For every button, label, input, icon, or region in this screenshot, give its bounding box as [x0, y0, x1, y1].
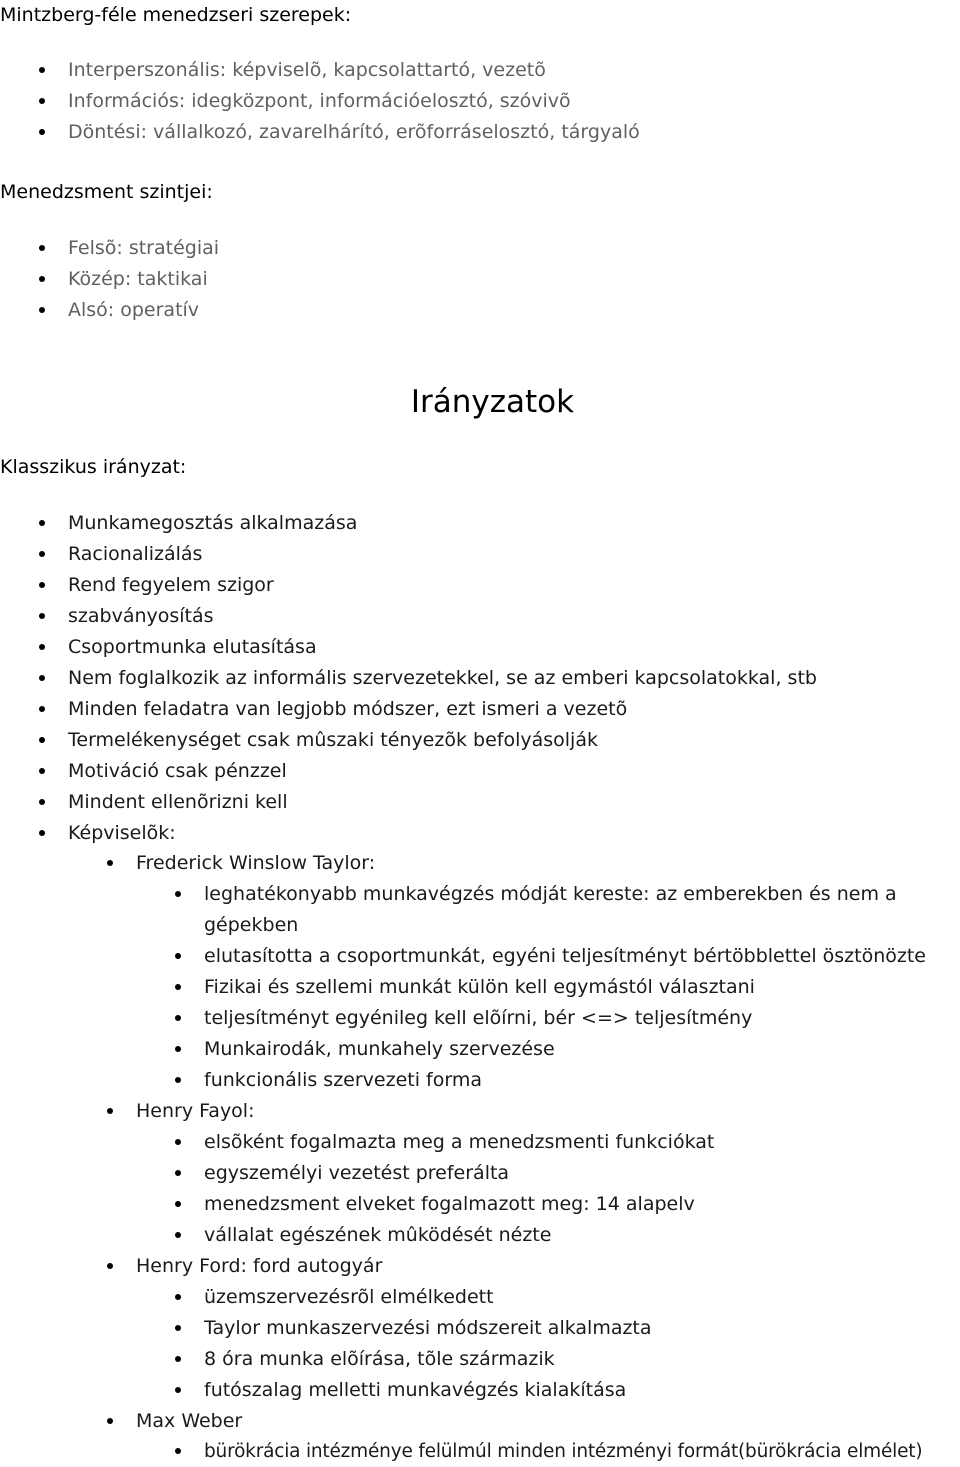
list-item: üzemszervezésrõl elmélkedett	[204, 1282, 652, 1313]
list-item: bürökrácia intézménye felülmúl minden intézményi formát(bürökrácia elmélet)	[204, 1436, 922, 1467]
taylor-list	[204, 879, 897, 910]
list-item-continuation: gépekben	[204, 914, 299, 936]
list-item: Minden feladatra van legjobb módszer, ezt ismeri a vezetõ	[68, 694, 817, 725]
list-item: Munkairodák, munkahely szervezése	[204, 1034, 926, 1065]
list-item: 8 óra munka elõírása, tõle származik	[204, 1344, 652, 1375]
list-item: egyszemélyi vezetést preferálta	[204, 1158, 714, 1189]
list-item: Alsó: operatív	[68, 295, 219, 326]
levels-list	[68, 233, 219, 326]
representative-fayol	[136, 1096, 255, 1127]
list-item: Információs: idegközpont, információelosztó, szóvivõ	[68, 86, 640, 117]
list-item: szabványosítás	[68, 601, 817, 632]
representative-taylor	[136, 848, 375, 879]
levels-heading: Menedzsment szintjei:	[0, 181, 213, 203]
representative-weber	[136, 1406, 242, 1437]
mintzberg-heading: Mintzberg-féle menedzseri szerepek:	[0, 4, 352, 26]
ford-list	[204, 1282, 652, 1406]
fayol-list	[204, 1127, 714, 1251]
list-item: Képviselõk:	[68, 818, 817, 849]
section-title: Irányzatok	[410, 384, 575, 420]
representative-name: Henry Ford: ford autogyár	[136, 1251, 382, 1282]
list-item: Közép: taktikai	[68, 264, 219, 295]
list-item: teljesítményt egyénileg kell elõírni, bér <=> teljesítmény	[204, 1003, 926, 1034]
list-item: leghatékonyabb munkavégzés módját kereste: az emberekben és nem a	[204, 879, 897, 910]
list-item: Taylor munkaszervezési módszereit alkalmazta	[204, 1313, 652, 1344]
representative-name: Henry Fayol:	[136, 1096, 255, 1127]
mintzberg-list	[68, 55, 640, 148]
list-item: Csoportmunka elutasítása	[68, 632, 817, 663]
list-item: Rend fegyelem szigor	[68, 570, 817, 601]
representative-name: Max Weber	[136, 1406, 242, 1437]
weber-list	[204, 1436, 922, 1467]
list-item: elsõként fogalmazta meg a menedzsmenti funkciókat	[204, 1127, 714, 1158]
list-item: Interperszonális: képviselõ, kapcsolattartó, vezetõ	[68, 55, 640, 86]
list-item: Nem foglalkozik az informális szervezetekkel, se az emberi kapcsolatokkal, stb	[68, 663, 817, 694]
list-item: Munkamegosztás alkalmazása	[68, 508, 817, 539]
list-item: menedzsment elveket fogalmazott meg: 14 alapelv	[204, 1189, 714, 1220]
list-item: Motiváció csak pénzzel	[68, 756, 817, 787]
list-item: funkcionális szervezeti forma	[204, 1065, 926, 1096]
list-item: elutasította a csoportmunkát, egyéni teljesítményt bértöbblettel ösztönözte	[204, 941, 926, 972]
representative-name: Frederick Winslow Taylor:	[136, 848, 375, 879]
list-item: futószalag melletti munkavégzés kialakítása	[204, 1375, 652, 1406]
list-item: Döntési: vállalkozó, zavarelhárító, erõforráselosztó, tárgyaló	[68, 117, 640, 148]
representative-ford	[136, 1251, 382, 1282]
classic-heading: Klasszikus irányzat:	[0, 456, 187, 478]
list-item: Mindent ellenõrizni kell	[68, 787, 817, 818]
classic-list	[68, 508, 817, 849]
list-item: Felsõ: stratégiai	[68, 233, 219, 264]
taylor-list-cont	[204, 941, 926, 1096]
list-item: Fizikai és szellemi munkát külön kell egymástól választani	[204, 972, 926, 1003]
list-item: Termelékenységet csak mûszaki tényezõk befolyásolják	[68, 725, 817, 756]
list-item: vállalat egészének mûködését nézte	[204, 1220, 714, 1251]
list-item: Racionalizálás	[68, 539, 817, 570]
